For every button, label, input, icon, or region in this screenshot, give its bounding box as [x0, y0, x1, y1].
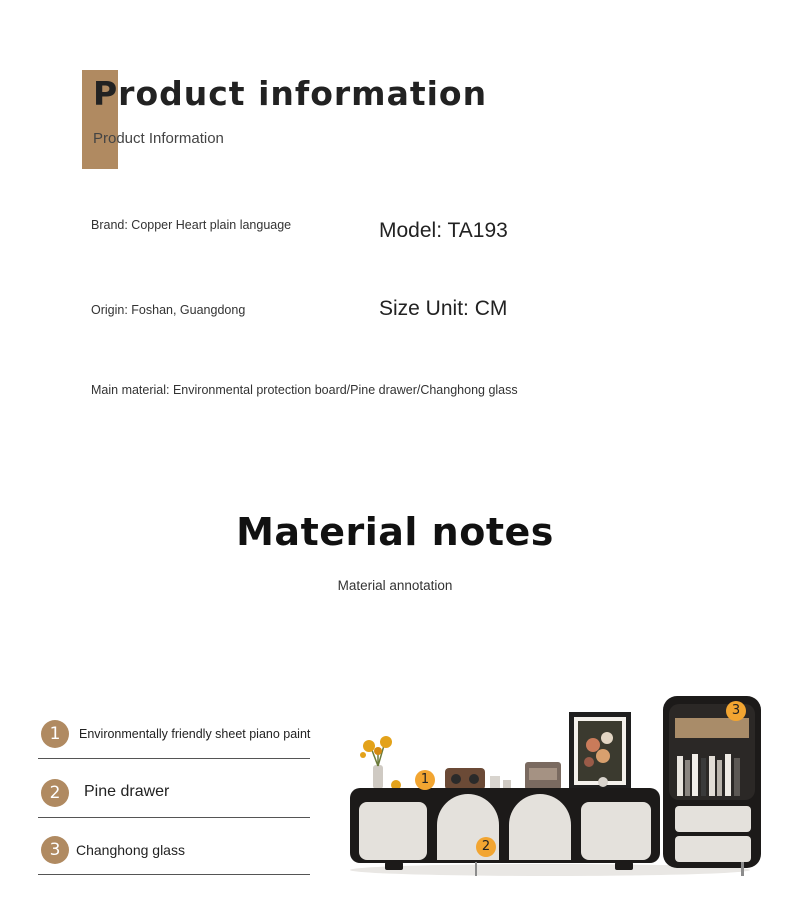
note-divider: [38, 817, 310, 818]
glass-display-cabinet: [663, 696, 761, 876]
material-notes-subtitle: Material annotation: [337, 578, 453, 593]
note-divider: [38, 758, 310, 759]
page-title: Product information: [93, 74, 488, 113]
origin-text: Origin: Foshan, Guangdong: [91, 303, 246, 317]
note-divider: [38, 874, 310, 875]
note-number-badge: 3: [41, 836, 69, 864]
retro-radio-decoration: [525, 762, 561, 790]
material-notes-title: Material notes: [236, 510, 554, 554]
flower-vase-decoration: [360, 736, 401, 790]
page-subtitle: Product Information: [93, 130, 224, 147]
note-number-badge: 2: [41, 779, 69, 807]
note-label: Environmentally friendly sheet piano paint: [79, 727, 311, 741]
cabinet-leg: [475, 862, 477, 876]
tv-cabinet: [350, 788, 660, 870]
small-vase: [598, 777, 608, 787]
size-unit-text: Size Unit: CM: [379, 297, 508, 320]
note-label: Pine drawer: [84, 783, 170, 800]
image-marker-1: 1: [415, 770, 435, 790]
material-note-item-3: [38, 821, 310, 879]
small-ornament: [490, 776, 500, 790]
note-label: Changhong glass: [76, 842, 185, 858]
image-marker-2: 2: [476, 837, 496, 857]
brand-text: Brand: Copper Heart plain language: [91, 218, 292, 232]
main-material-text: Main material: Environmental protection board/Pine drawer/Changhong glass: [91, 383, 518, 397]
note-number-badge: 1: [41, 720, 69, 748]
material-note-item-1: [38, 706, 310, 764]
radio-speaker-decoration: [445, 768, 485, 790]
model-text: Model: TA193: [379, 219, 508, 242]
image-marker-3: 3: [726, 701, 746, 721]
cabinet-product-image: [345, 690, 775, 880]
material-note-item-2: [38, 764, 310, 822]
